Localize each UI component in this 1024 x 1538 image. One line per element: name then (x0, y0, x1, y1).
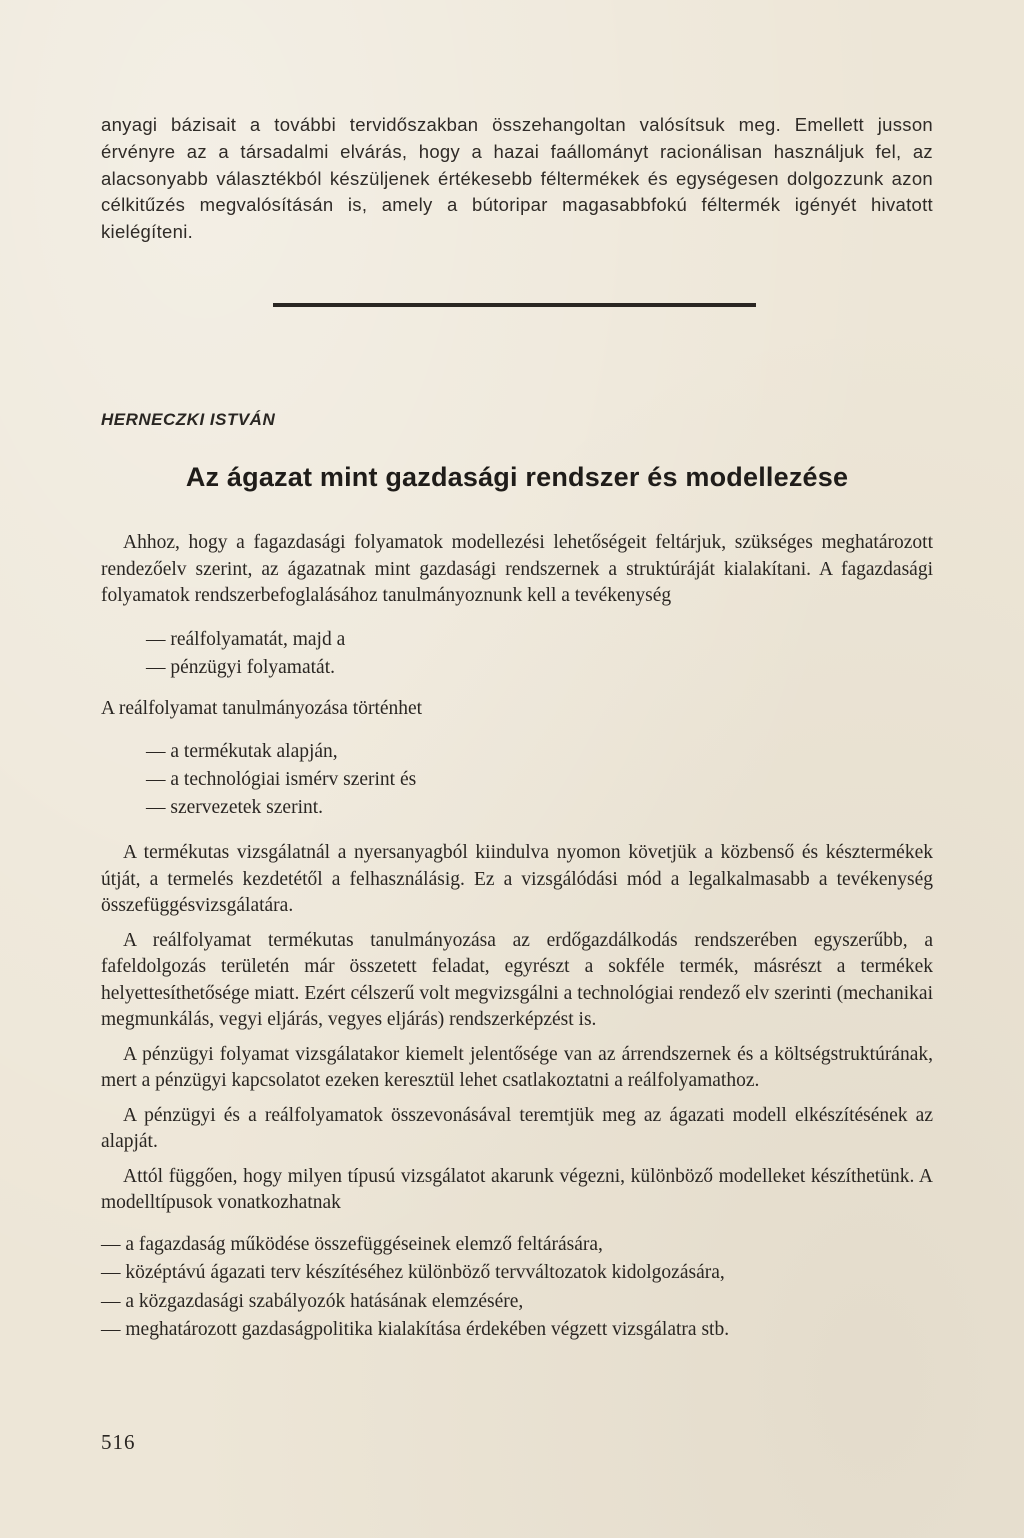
article-title: Az ágazat mint gazdasági rendszer és modellezése (185, 462, 849, 492)
intro-section (101, 112, 933, 246)
list-item: — meghatározott gazdaságpolitika kialakítása érdekében végzett vizsgálatra stb. (101, 1319, 730, 1340)
list-item: — szervezetek szerint. (146, 797, 324, 818)
body-paragraph-1: Ahhoz, hogy a fagazdasági folyamatok modellezési lehetőségeit feltárjuk, szükséges meghatározott rendezőelv szerint, az ágazatnak mint gazdasági rendszernek a struktúráját kialakítani. A fagazdasági folyamatok rendszerbefoglalásához tanulmányoznunk kell a tevékenység (101, 532, 933, 606)
body-paragraph-2: A reálfolyamat tanulmányozása történhet (101, 697, 423, 719)
list-item: — reálfolyamatát, majd a (146, 628, 346, 650)
body-paragraph-5: A pénzügyi folyamat vizsgálatakor kiemelt jelentősége van az árrendszernek és a költségstruktúrának, mert a pénzügyi kapcsolatot ezeken keresztül lehet csatlakoztatni a reálfolyamathoz. (101, 1043, 933, 1091)
section-divider (273, 303, 756, 307)
article-body (101, 530, 933, 1345)
intro-paragraph: anyagi bázisait a további tervidőszakban összehangoltan valósítsuk meg. Emellett jusson érvényre az a társadalmi elvárás, hogy a hazai faállományt racionálisan használjuk fel, az alacsonyabb választékból készüljenek értékesebb féltermékek és egységesen dolgozzunk azon célkitűzés megvalósításán is, amely a bútoripar magasabbfokú féltermék igényét hivatott kielégíteni. (101, 114, 933, 243)
activity-list (101, 626, 933, 682)
list-item: — a fagazdaság működése összefüggéseinek elemző feltárására, (101, 1233, 603, 1255)
model-types-list (101, 1231, 933, 1345)
list-item: — a termékutak alapján, (146, 741, 338, 762)
list-item: — középtávú ágazati terv készítéséhez különböző tervváltozatok kidolgozására, (101, 1262, 725, 1283)
list-item: — a technológiai ismérv szerint és (146, 769, 417, 790)
article-author: HERNECZKI ISTVÁN (101, 410, 276, 429)
page-number: 516 (101, 1430, 136, 1454)
body-paragraph-3: A termékutas vizsgálatnál a nyersanyagból kiindulva nyomon követjük a közbenső és késztermékek útját, a termelés kezdetétől a felhasználásig. Ez a vizsgálódási mód a legalkalmasabb a tevékenység összefüggésvizsgálatára. (101, 842, 933, 916)
body-paragraph-4: A reálfolyamat termékutas tanulmányozása az erdőgazdálkodás rendszerében egyszerűbb, a fafeldolgozás területén már összetett feladat, egyrészt a sokféle termék, másrészt a termékek helyettesíthetősége miatt. Ezért célszerű volt megvizsgálni a technológiai rendező elv szerinti (mechanikai megmunkálás, vegyi eljárás, vegyes eljárás) rendszerképzést is. (101, 929, 933, 1030)
body-paragraph-6: A pénzügyi és a reálfolyamatok összevonásával teremtjük meg az ágazati modell elkészítésének az alapját. (101, 1104, 933, 1152)
list-item: — pénzügyi folyamatát. (146, 656, 335, 678)
body-paragraph-7: Attól függően, hogy milyen típusú vizsgálatot akarunk végezni, különböző modelleket készíthetünk. A modelltípusok vonatkozhatnak (101, 1165, 933, 1213)
real-process-list (101, 738, 933, 822)
list-item: — a közgazdasági szabályozók hatásának elemzésére, (101, 1290, 524, 1312)
